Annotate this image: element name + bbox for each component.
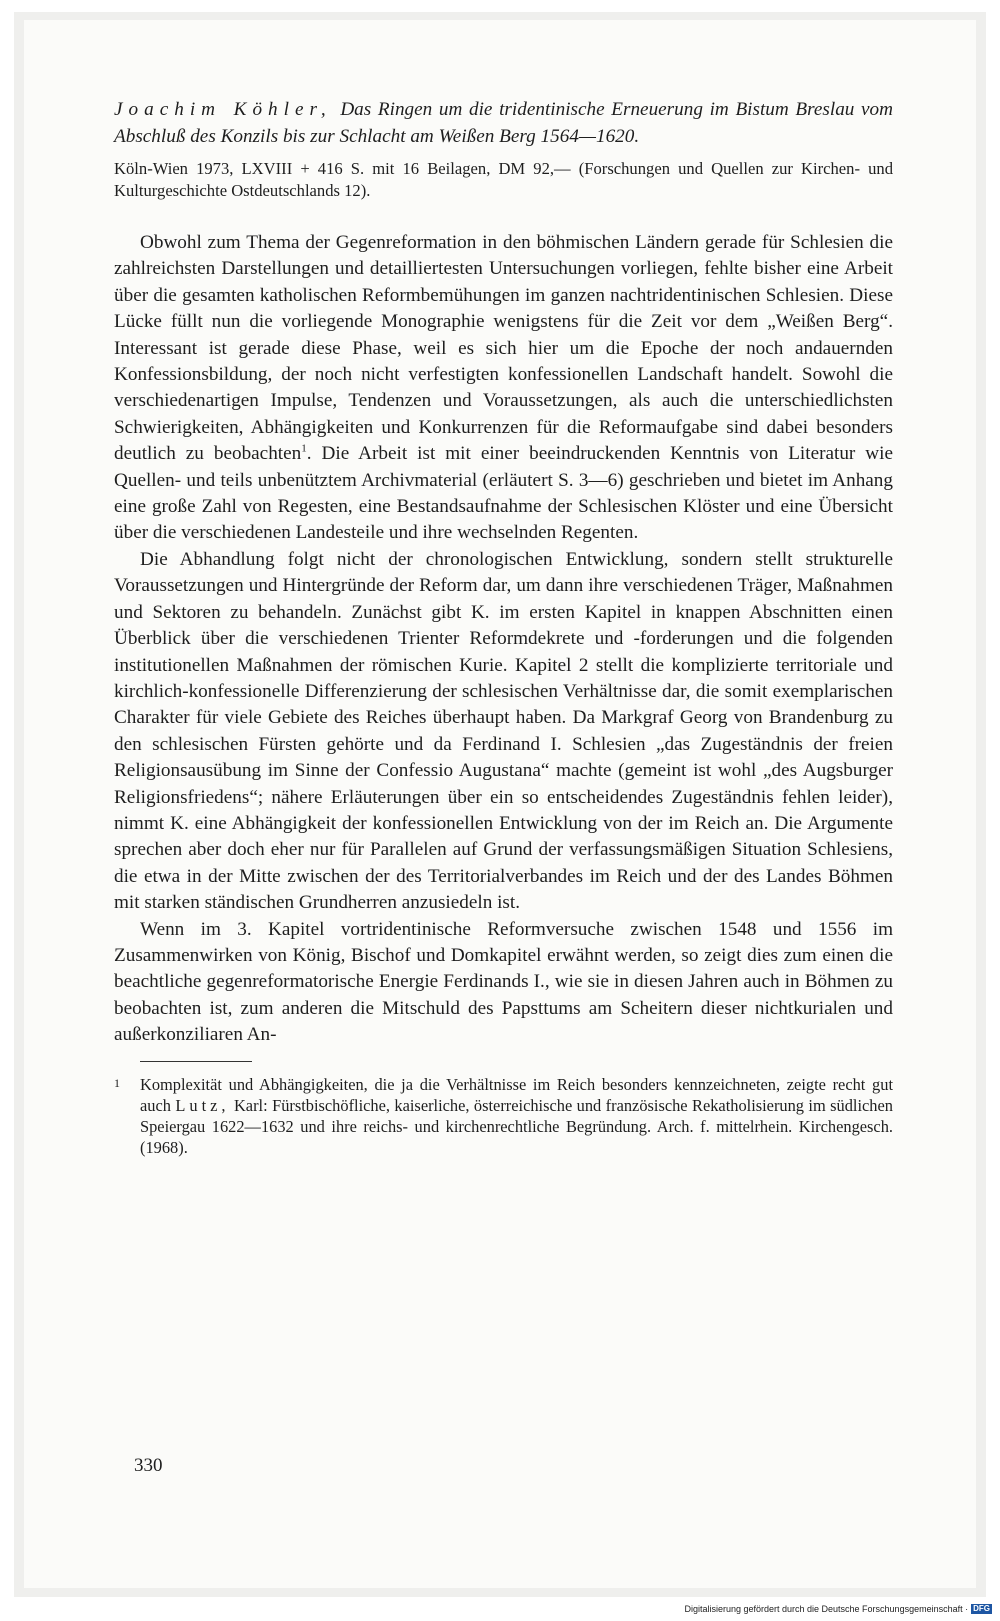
review-heading bbox=[114, 96, 893, 150]
footnote-text-a: Komplexität und Abhängigkeiten, die ja die Verhältnisse im Reich besonders kennzeichneten, zeigte recht gut auch bbox=[140, 1074, 893, 1115]
footnote-divider bbox=[140, 1061, 252, 1062]
dfg-logo: DFG bbox=[973, 1604, 990, 1613]
page-number: 330 bbox=[134, 1455, 163, 1476]
paragraph-1-text-a: Obwohl zum Thema der Gegenreformation in den böhmischen Ländern gerade für Schlesien die zahlreichsten Darstellungen und detailliertesten Untersuchungen vorliegen, fehlte bisher eine Arbeit über die gesamten katholischen Reformbemühungen im ganzen nachtridentinischen Schlesien. Diese Lücke füllt nun die vorliegende Monographie wenigstens für die Zeit vor dem „Weißen Berg“. Interessant ist gerade diese Phase, weil es sich hier um die Epoche der noch andauernden Konfessionsbildung, der noch nicht verfestigten konfessionellen Landschaft handelt. Sowohl die verschiedenartigen Impulse, Tendenzen und Voraussetzungen, als auch die unterschiedlichsten Schwierigkeiten, Abhängigkeiten und Konkurrenzen für die Reformaufgabe sind dabei besonders deutlich zu beobachten bbox=[114, 232, 893, 465]
footnote-text-b: Karl: Fürstbischöfliche, kaiserliche, österreichische und französische Rekatholisierung im südlichen Speiergau 1622—1632 und ihre reichs- und kirchenrechtliche Begründung. Arch. f. mittelrhein. Kirchengesch. (1968). bbox=[140, 1095, 893, 1158]
footnote-marker: 1 bbox=[114, 1075, 120, 1090]
book-title: Das Ringen um die tridentinische Erneuerung im Bistum Breslau vom Abschluß des Konzils bis zur Schlacht am Weißen Berg 1564—1620. bbox=[114, 99, 894, 147]
paragraph-3: Wenn im 3. Kapitel vortridentinische Reformversuche zwischen 1548 und 1556 im Zusammenwirken von König, Bischof und Domkapitel erwähnt werden, so zeigt dies zum einen die beachtliche gegenreformatorische Energie Ferdinands I., wie sie in diesen Jahren auch in Böhmen zu beobachten ist, zum anderen die Mitschuld des Papsttums am Scheitern dieser nichtkurialen und außerkonziliaren An- bbox=[114, 918, 893, 1046]
paragraph-2: Die Abhandlung folgt nicht der chronologischen Entwicklung, sondern stellt strukturelle Voraussetzungen und Hintergründe der Reform dar, um dann ihre verschiedenen Träger, Maßnahmen und Sektoren zu behandeln. Zunächst gibt K. im ersten Kapitel in knappen Abschnitten einen Überblick über die verschiedenen Trienter Reformdekrete und -forderungen und die folgenden institutionellen Maßnahmen der römischen Kurie. Kapitel 2 stellt die komplizierte territoriale und kirchlich-konfessionelle Differenzierung der schlesischen Verhältnisse dar, die somit exemplarischen Charakter für viele Gebiete des Reiches überhaupt haben. Da Markgraf Georg von Brandenburg zu den schlesischen Fürsten gehörte und da Ferdinand I. Schlesien „das Zugeständnis der freien Religionsausübung im Sinne der Confessio Augustana“ machte (gemeint ist wohl „des Augsburger Religionsfriedens“; nähere Erläuterungen über ein so entscheidendes Zugeständnis fehlen leider), nimmt K. eine Abhängigkeit der konfessionellen Entwicklung von der im Reich an. Die Argumente sprechen aber doch eher nur für Parallelen auf Grund der verfassungsmäßigen Situation Schlesiens, die etwa in der Mitte zwischen der des Territorialverbandes im Reich und der des Landes Böhmen mit starken ständischen Grundherren anzusiedeln ist. bbox=[114, 548, 893, 914]
footnote bbox=[114, 1074, 893, 1159]
footnote-author: Lutz, bbox=[175, 1095, 230, 1115]
review-content bbox=[114, 96, 893, 1158]
review-body bbox=[114, 230, 893, 1049]
bibliographic-info: Köln-Wien 1973, LXVIII + 416 S. mit 16 Beilagen, DM 92,— (Forschungen und Quellen zur Kirchen- und Kulturgeschichte Ostdeutschlands 12). bbox=[114, 159, 893, 200]
footnote-reference: 1 bbox=[301, 442, 307, 455]
digitization-credit bbox=[684, 1603, 992, 1615]
credit-text: Digitalisierung gefördert durch die Deutsche Forschungsgemeinschaft · bbox=[684, 1604, 969, 1614]
paragraph-1 bbox=[114, 230, 893, 547]
paragraph-1-text-b: . Die Arbeit ist mit einer beeindruckenden Kenntnis von Literatur wie Quellen- und teils unbenütztem Archivmaterial (erläutert S. 3—6) geschrieben und bietet im Anhang eine große Zahl von Regesten, eine Bestandsaufnahme der Schlesischen Klöster und eine Übersicht über die verschiedenen Landesteile und ihre wechselnden Regenten. bbox=[114, 443, 893, 544]
book-author: Joachim Köhler, bbox=[114, 99, 332, 120]
